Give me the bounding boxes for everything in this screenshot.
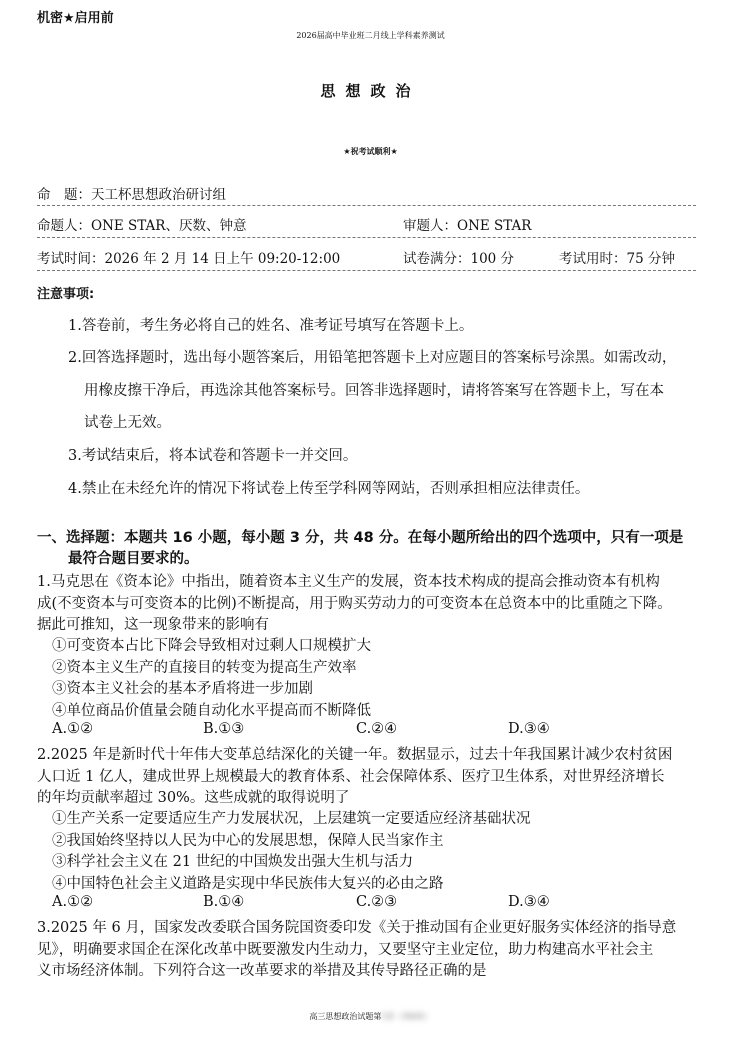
note-2-continued: 用橡皮擦干净后，再选涂其他答案标号。回答非选择题时，请将答案写在答题卡上，写在本 [84,383,664,399]
question-2-stem: 的年均贡献率超过 30%。这些成就的取得说明了 [37,790,350,806]
full-score-value: 100 分 [470,251,515,267]
duration-line [559,247,675,267]
authors-line [37,214,246,234]
question-2-option-a: A.①② [52,894,94,910]
duration-value: 75 分钟 [626,251,675,267]
exam-title: 2026届高中毕业班二月线上学科素养测试 [296,31,445,40]
question-3-stem: 义市场经济体制。下列符合这一改革要求的举措及其传导路径正确的是 [37,963,487,979]
note-1: 1.答卷前，考生务必将自己的姓名、准考证号填写在答题卡上。 [68,318,474,334]
question-2-statement: ②我国始终坚持以人民为中心的发展思想，保障人民当家作主 [52,833,444,849]
question-2-stem: 2.2025 年是新时代十年伟大变革总结深化的关键一年。数据显示，过去十年我国累计减少农村贫困 [37,747,673,763]
subject-title: 思想政治 [320,82,421,100]
notes-heading: 注意事项: [37,287,95,302]
footer-text: 高三思想政治试题第 [309,1012,382,1021]
question-2-stem: 人口近 1 亿人，建成世界上规模最大的教育体系、社会保障体系、医疗卫生体系，对世界经济增长 [37,769,665,785]
good-luck-banner: ★祝考试顺利★ [343,147,398,156]
question-1-option-a: A.①② [52,721,94,737]
question-1-stem: 据此可推知，这一现象带来的影响有 [37,617,269,633]
question-1-statement: ④单位商品价值量会随自动化水平提高而不断降低 [52,703,371,719]
divider [37,270,696,271]
authors-value: ONE STAR、厌数、钟意 [91,218,247,234]
question-3-stem: 见》，明确要求国企在深化改革中既要激发内生动力，又要坚守主业定位，助力构建高水平社会主 [37,942,654,958]
note-2-continued: 试卷上无效。 [84,415,171,431]
question-2-option-b: B.①④ [203,894,245,910]
divider [37,237,696,238]
exam-time-label: 考试时间： [37,251,105,267]
question-2-statement: ④中国特色社会主义道路是实现中华民族伟大复兴的必由之路 [52,876,444,892]
question-2-statement: ③科学社会主义在 21 世纪的中国焕发出强大生机与活力 [52,854,414,870]
proposition-value: 天工杯思想政治研讨组 [91,187,226,203]
question-1-option-d: D.③④ [508,721,550,737]
question-1-stem: 成(不变资本与可变资本的比例)不断提高，用于购买劳动力的可变资本在总资本中的比重随之下降。 [37,596,672,612]
question-2-option-c: C.②③ [356,894,398,910]
reviewer-line [403,214,531,234]
question-1-stem: 1.马克思在《资本论》中指出，随着资本主义生产的发展，资本技术构成的提高会推动资本有机构 [37,574,660,590]
question-2-option-d: D.③④ [508,894,550,910]
section-heading-continued: 最符合题目要求的。 [68,551,199,567]
duration-label: 考试用时： [559,251,627,267]
question-1-statement: ①可变资本占比下降会导致相对过剩人口规模扩大 [52,638,371,654]
divider [37,205,696,206]
question-1-statement: ②资本主义生产的直接目的转变为提高生产效率 [52,660,357,676]
question-1-option-c: C.②④ [356,721,398,737]
footer-page-number: 1页（共6页） [381,1012,432,1021]
exam-time-value: 2026 年 2 月 14 日上午 09:20-12:00 [104,251,341,267]
reviewer-value: ONE STAR [457,218,532,234]
question-2-statement: ①生产关系一定要适应生产力发展状况，上层建筑一定要适应经济基础状况 [52,811,531,827]
proposition-label: 命 题： [37,187,91,203]
note-2: 2.回答选择题时，选出每小题答案后，用铅笔把答题卡上对应题目的答案标号涂黑。如需改动， [68,350,677,366]
exam-time-line [37,247,340,267]
section-heading: 一、选择题：本题共 16 小题，每小题 3 分，共 48 分。在每小题所给出的四个选项中，只有一项是 [37,530,684,546]
note-3: 3.考试结束后，将本试卷和答题卡一并交回。 [68,448,358,464]
proposition-line [37,183,226,203]
question-1-option-b: B.①③ [203,721,245,737]
confidential-label: 机密★启用前 [37,11,114,26]
note-4: 4.禁止在未经允许的情况下将试卷上传至学科网等网站，否则承担相应法律责任。 [68,481,590,497]
question-1-statement: ③资本主义社会的基本矛盾将进一步加剧 [52,681,313,697]
full-score-line [403,247,514,267]
authors-label: 命题人： [37,218,91,234]
full-score-label: 试卷满分： [403,251,471,267]
reviewer-label: 审题人： [403,218,457,234]
page-footer [0,1011,741,1022]
question-3-stem: 3.2025 年 6 月，国家发改委联合国务院国资委印发《关于推动国有企业更好服务实体经济的指导意 [37,920,677,936]
